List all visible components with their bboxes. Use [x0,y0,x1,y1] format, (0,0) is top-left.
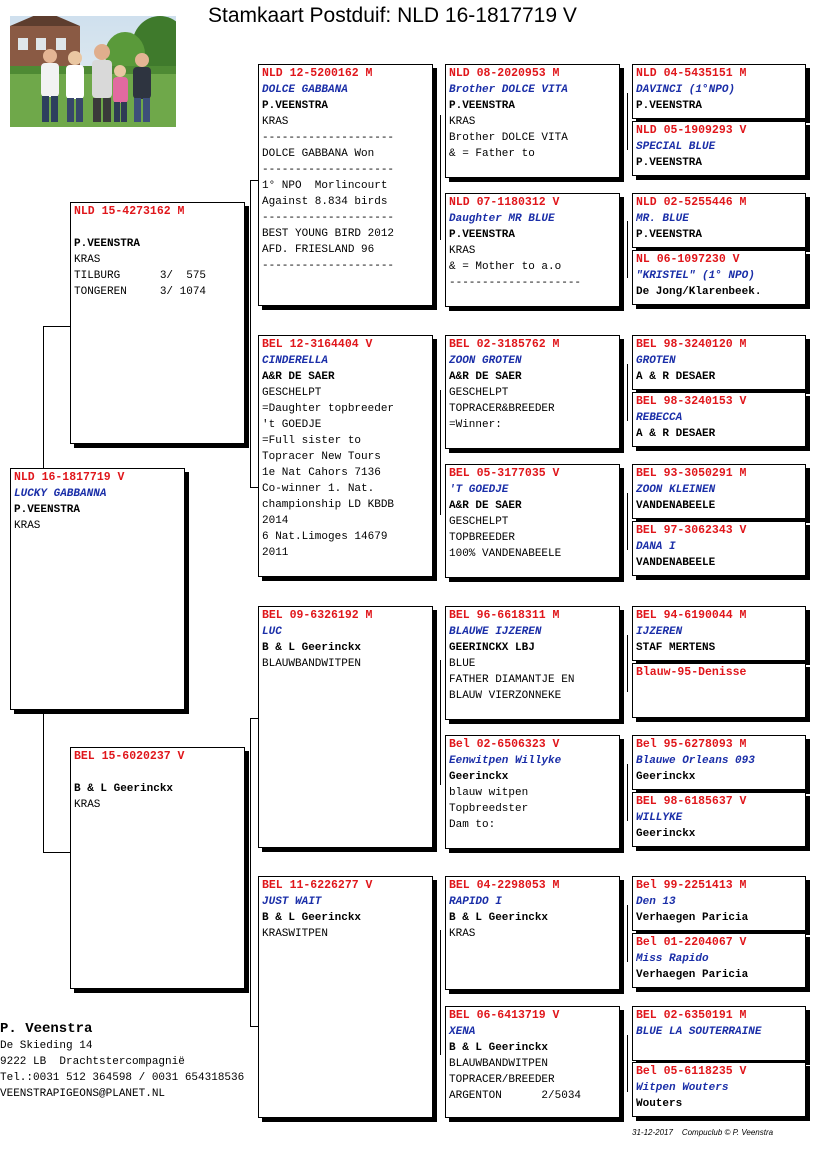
connector-line [440,390,441,515]
pigeon-name: XENA [449,1026,476,1038]
note-line: -------------------- [262,212,395,224]
mother-card [70,747,245,989]
connector-line [440,930,441,1055]
breeder-email: VEENSTRAPIGEONS@PLANET.NL [0,1088,166,1100]
note-line: 2011 [262,547,289,559]
note-line: ARGENTON 2/5034 [449,1090,582,1102]
owner-name: A & R DESAER [636,371,716,383]
ancestor-card [632,250,806,305]
pigeon-name: IJZEREN [636,626,683,638]
pigeon-name: LUC [262,626,282,638]
connector-line [440,660,441,785]
father-card [70,202,245,444]
ring-number: BEL 11-6226277 V [262,879,373,892]
connector-line [440,115,441,240]
pigeon-name: DANA I [636,541,676,553]
note-line: 1e Nat Cahors 7136 [262,467,381,479]
great-grandparent-card [445,1006,620,1118]
ring-number: BEL 09-6326192 M [262,609,373,622]
note-line: TOPBREEDER [449,532,516,544]
pigeon-name: Den 13 [636,896,676,908]
ancestor-card [632,64,806,119]
note-line: KRAS [74,254,101,266]
owner-name: P.VEENSTRA [74,238,141,250]
connector-line [43,852,71,853]
footer [632,1128,773,1137]
note-line: =Winner: [449,419,502,431]
subject-pigeon-card [10,468,185,710]
pigeon-name: Daughter MR BLUE [449,213,555,225]
breeder-contact-block [0,1020,244,1102]
owner-name: P.VEENSTRA [14,504,81,516]
connector-line [43,326,71,327]
ancestor-card [632,464,806,519]
note-line: -------------------- [262,260,395,272]
page-title: Stamkaart Postduif: NLD 16-1817719 V [208,4,577,27]
ring-number: Bel 95-6278093 M [636,738,747,751]
note-line: Dam to: [449,819,496,831]
note-line: BLAUWBANDWITPEN [449,1058,549,1070]
connector-line [627,364,628,421]
ring-number: BEL 02-3185762 M [449,338,560,351]
pigeon-name: Witpen Wouters [636,1082,729,1094]
pigeon-name: Miss Rapido [636,953,709,965]
connector-line [43,710,44,852]
ring-number: Bel 99-2251413 M [636,879,747,892]
note-line: GESCHELPT [262,387,322,399]
ancestor-card [632,1062,806,1117]
note-line: BLAUW VIERZONNEKE [449,690,562,702]
owner-name: Geerinckx [636,828,696,840]
connector-line [250,487,258,488]
ring-number: NLD 02-5255446 M [636,196,747,209]
ring-number: BEL 94-6190044 M [636,609,747,622]
breeder-phone: Tel.:0031 512 364598 / 0031 654318536 [0,1072,245,1084]
note-line: Co-winner 1. Nat. [262,483,375,495]
pigeon-name: BLAUWE IJZEREN [449,626,542,638]
ancestor-card [632,335,806,390]
note-line: -------------------- [262,164,395,176]
grandparent-card [258,876,433,1118]
pigeon-name: Blauwe Orleans 093 [636,755,755,767]
pigeon-name: REBECCA [636,412,683,424]
ring-number: BEL 98-3240153 V [636,395,747,408]
owner-name: P.VEENSTRA [636,229,703,241]
owner-name: B & L Geerinckx [262,912,362,924]
pigeon-name: RAPIDO I [449,896,502,908]
connector-line [43,326,44,471]
note-line: & = Mother to a.o [449,261,562,273]
note-line: KRASWITPEN [262,928,329,940]
note-line: DOLCE GABBANA Won [262,148,375,160]
connector-line [627,764,628,821]
pigeon-name: SPECIAL BLUE [636,141,716,153]
ring-number: NLD 04-5435151 M [636,67,747,80]
note-line: KRAS [74,799,101,811]
note-line: AFD. FRIESLAND 96 [262,244,375,256]
note-line: 't GOEDJE [262,419,322,431]
ring-number: NLD 16-1817719 V [14,471,125,484]
ancestor-card [632,1006,806,1061]
note-line: FATHER DIAMANTJE EN [449,674,575,686]
ancestor-card [632,933,806,988]
note-line: 100% VANDENABEELE [449,548,562,560]
pigeon-name: ZOON GROTEN [449,355,522,367]
note-line: GESCHELPT [449,516,509,528]
connector-line [627,635,628,692]
note-line: BEST YOUNG BIRD 2012 [262,228,395,240]
grandparent-card [258,606,433,848]
note-line: blauw witpen [449,787,529,799]
ancestor-card [632,792,806,847]
connector-line [627,493,628,550]
ring-number: Bel 01-2204067 V [636,936,747,949]
grandparent-card [258,64,433,306]
ring-number: BEL 98-3240120 M [636,338,747,351]
ring-number: Blauw-95-Denisse [636,666,747,679]
owner-name: B & L Geerinckx [74,783,174,795]
great-grandparent-card [445,735,620,849]
pigeon-name: ZOON KLEINEN [636,484,716,496]
ring-number: BEL 96-6618311 M [449,609,560,622]
owner-name: A&R DE SAER [262,371,335,383]
footer-date: 31-12-2017 [632,1128,673,1137]
note-line: TOPRACER&BREEDER [449,403,555,415]
owner-name: Verhaegen Paricia [636,969,749,981]
note-line: BLUE [449,658,476,670]
pigeon-name: "KRISTEL" (1° NPO) [636,270,755,282]
great-grandparent-card [445,64,620,178]
note-line: KRAS [262,116,289,128]
ancestor-card [632,392,806,447]
owner-name: VANDENABEELE [636,557,716,569]
connector-line [250,718,251,1026]
owner-name: P.VEENSTRA [636,100,703,112]
note-line: Topbreedster [449,803,529,815]
ring-number: BEL 04-2298053 M [449,879,560,892]
note-line: KRAS [449,928,476,940]
pigeon-name: 'T GOEDJE [449,484,509,496]
note-line: 2014 [262,515,289,527]
ring-number: BEL 97-3062343 V [636,524,747,537]
ring-number: Bel 05-6118235 V [636,1065,747,1078]
owner-name: A & R DESAER [636,428,716,440]
ring-number: BEL 12-3164404 V [262,338,373,351]
ancestor-card [632,193,806,248]
owner-name: P.VEENSTRA [449,229,516,241]
connector-line [627,93,628,150]
pigeon-name: MR. BLUE [636,213,689,225]
breeder-name: P. Veenstra [0,1021,93,1037]
owner-name: Geerinckx [449,771,509,783]
connector-line [627,221,628,278]
great-grandparent-card [445,876,620,990]
pigeon-name: LUCKY GABBANNA [14,488,107,500]
breeder-city: 9222 LB Drachtstercompagnië [0,1056,185,1068]
owner-name: P.VEENSTRA [636,157,703,169]
ring-number: BEL 05-3177035 V [449,467,560,480]
pigeon-name: BLUE LA SOUTERRAINE [636,1026,762,1038]
note-line: 1° NPO Morlincourt [262,180,388,192]
ring-number: BEL 15-6020237 V [74,750,185,763]
owner-name: A&R DE SAER [449,500,522,512]
breeder-address: De Skieding 14 [0,1040,93,1052]
ring-number: BEL 98-6185637 V [636,795,747,808]
ring-number: NLD 07-1180312 V [449,196,560,209]
note-line: championship LD KBDB [262,499,395,511]
note-line: & = Father to [449,148,535,160]
ring-number: NLD 05-1909293 V [636,124,747,137]
note-line: 6 Nat.Limoges 14679 [262,531,388,543]
ancestor-card [632,876,806,931]
grandparent-card [258,335,433,577]
connector-line [250,1026,258,1027]
great-grandparent-card [445,335,620,449]
note-line: -------------------- [449,277,582,289]
owner-name: B & L Geerinckx [262,642,362,654]
note-line: =Daughter topbreeder [262,403,395,415]
connector-line [627,1035,628,1092]
ancestor-card [632,663,806,718]
note-line: KRAS [449,245,476,257]
note-line: =Full sister to [262,435,362,447]
ancestor-card [632,121,806,176]
great-grandparent-card [445,464,620,578]
owner-name: B & L Geerinckx [449,1042,549,1054]
owner-family-photo [10,16,176,127]
note-line: Brother DOLCE VITA [449,132,568,144]
note-line: Topracer New Tours [262,451,381,463]
note-line: TOPRACER/BREEDER [449,1074,555,1086]
note-line: BLAUWBANDWITPEN [262,658,362,670]
ring-number: BEL 06-6413719 V [449,1009,560,1022]
owner-name: Wouters [636,1098,683,1110]
owner-name: P.VEENSTRA [449,100,516,112]
pigeon-name: Brother DOLCE VITA [449,84,568,96]
ancestor-card [632,606,806,661]
connector-line [250,180,258,181]
pigeon-name: DAVINCI (1°NPO) [636,84,736,96]
ring-number: BEL 02-6350191 M [636,1009,747,1022]
pigeon-name: GROTEN [636,355,676,367]
connector-line [627,905,628,962]
ancestor-card [632,521,806,576]
pigeon-name: WILLYKE [636,812,683,824]
owner-name: B & L Geerinckx [449,912,549,924]
owner-name: De Jong/Klarenbeek. [636,286,762,298]
ring-number: Bel 02-6506323 V [449,738,560,751]
owner-name: P.VEENSTRA [262,100,329,112]
pigeon-name: DOLCE GABBANA [262,84,348,96]
note-line: -------------------- [262,132,395,144]
pigeon-name: CINDERELLA [262,355,329,367]
connector-line [250,180,251,487]
owner-name: A&R DE SAER [449,371,522,383]
owner-name: Geerinckx [636,771,696,783]
color-note: KRAS [14,520,41,532]
ring-number: NLD 08-2020953 M [449,67,560,80]
note-line: KRAS [449,116,476,128]
owner-name: GEERINCKX LBJ [449,642,535,654]
ring-number: NL 06-1097230 V [636,253,740,266]
note-line: TONGEREN 3/ 1074 [74,286,207,298]
note-line: TILBURG 3/ 575 [74,270,207,282]
connector-line [250,718,258,719]
ring-number: NLD 12-5200162 M [262,67,373,80]
ancestor-card [632,735,806,790]
ring-number: NLD 15-4273162 M [74,205,185,218]
great-grandparent-card [445,193,620,307]
owner-name: STAF MERTENS [636,642,716,654]
footer-software: Compuclub © P. Veenstra [681,1128,774,1137]
owner-name: VANDENABEELE [636,500,716,512]
ring-number: BEL 93-3050291 M [636,467,747,480]
note-line: Against 8.834 birds [262,196,388,208]
note-line: GESCHELPT [449,387,509,399]
owner-name: Verhaegen Paricia [636,912,749,924]
great-grandparent-card [445,606,620,720]
pigeon-name: Eenwitpen Willyke [449,755,562,767]
pigeon-name: JUST WAIT [262,896,322,908]
